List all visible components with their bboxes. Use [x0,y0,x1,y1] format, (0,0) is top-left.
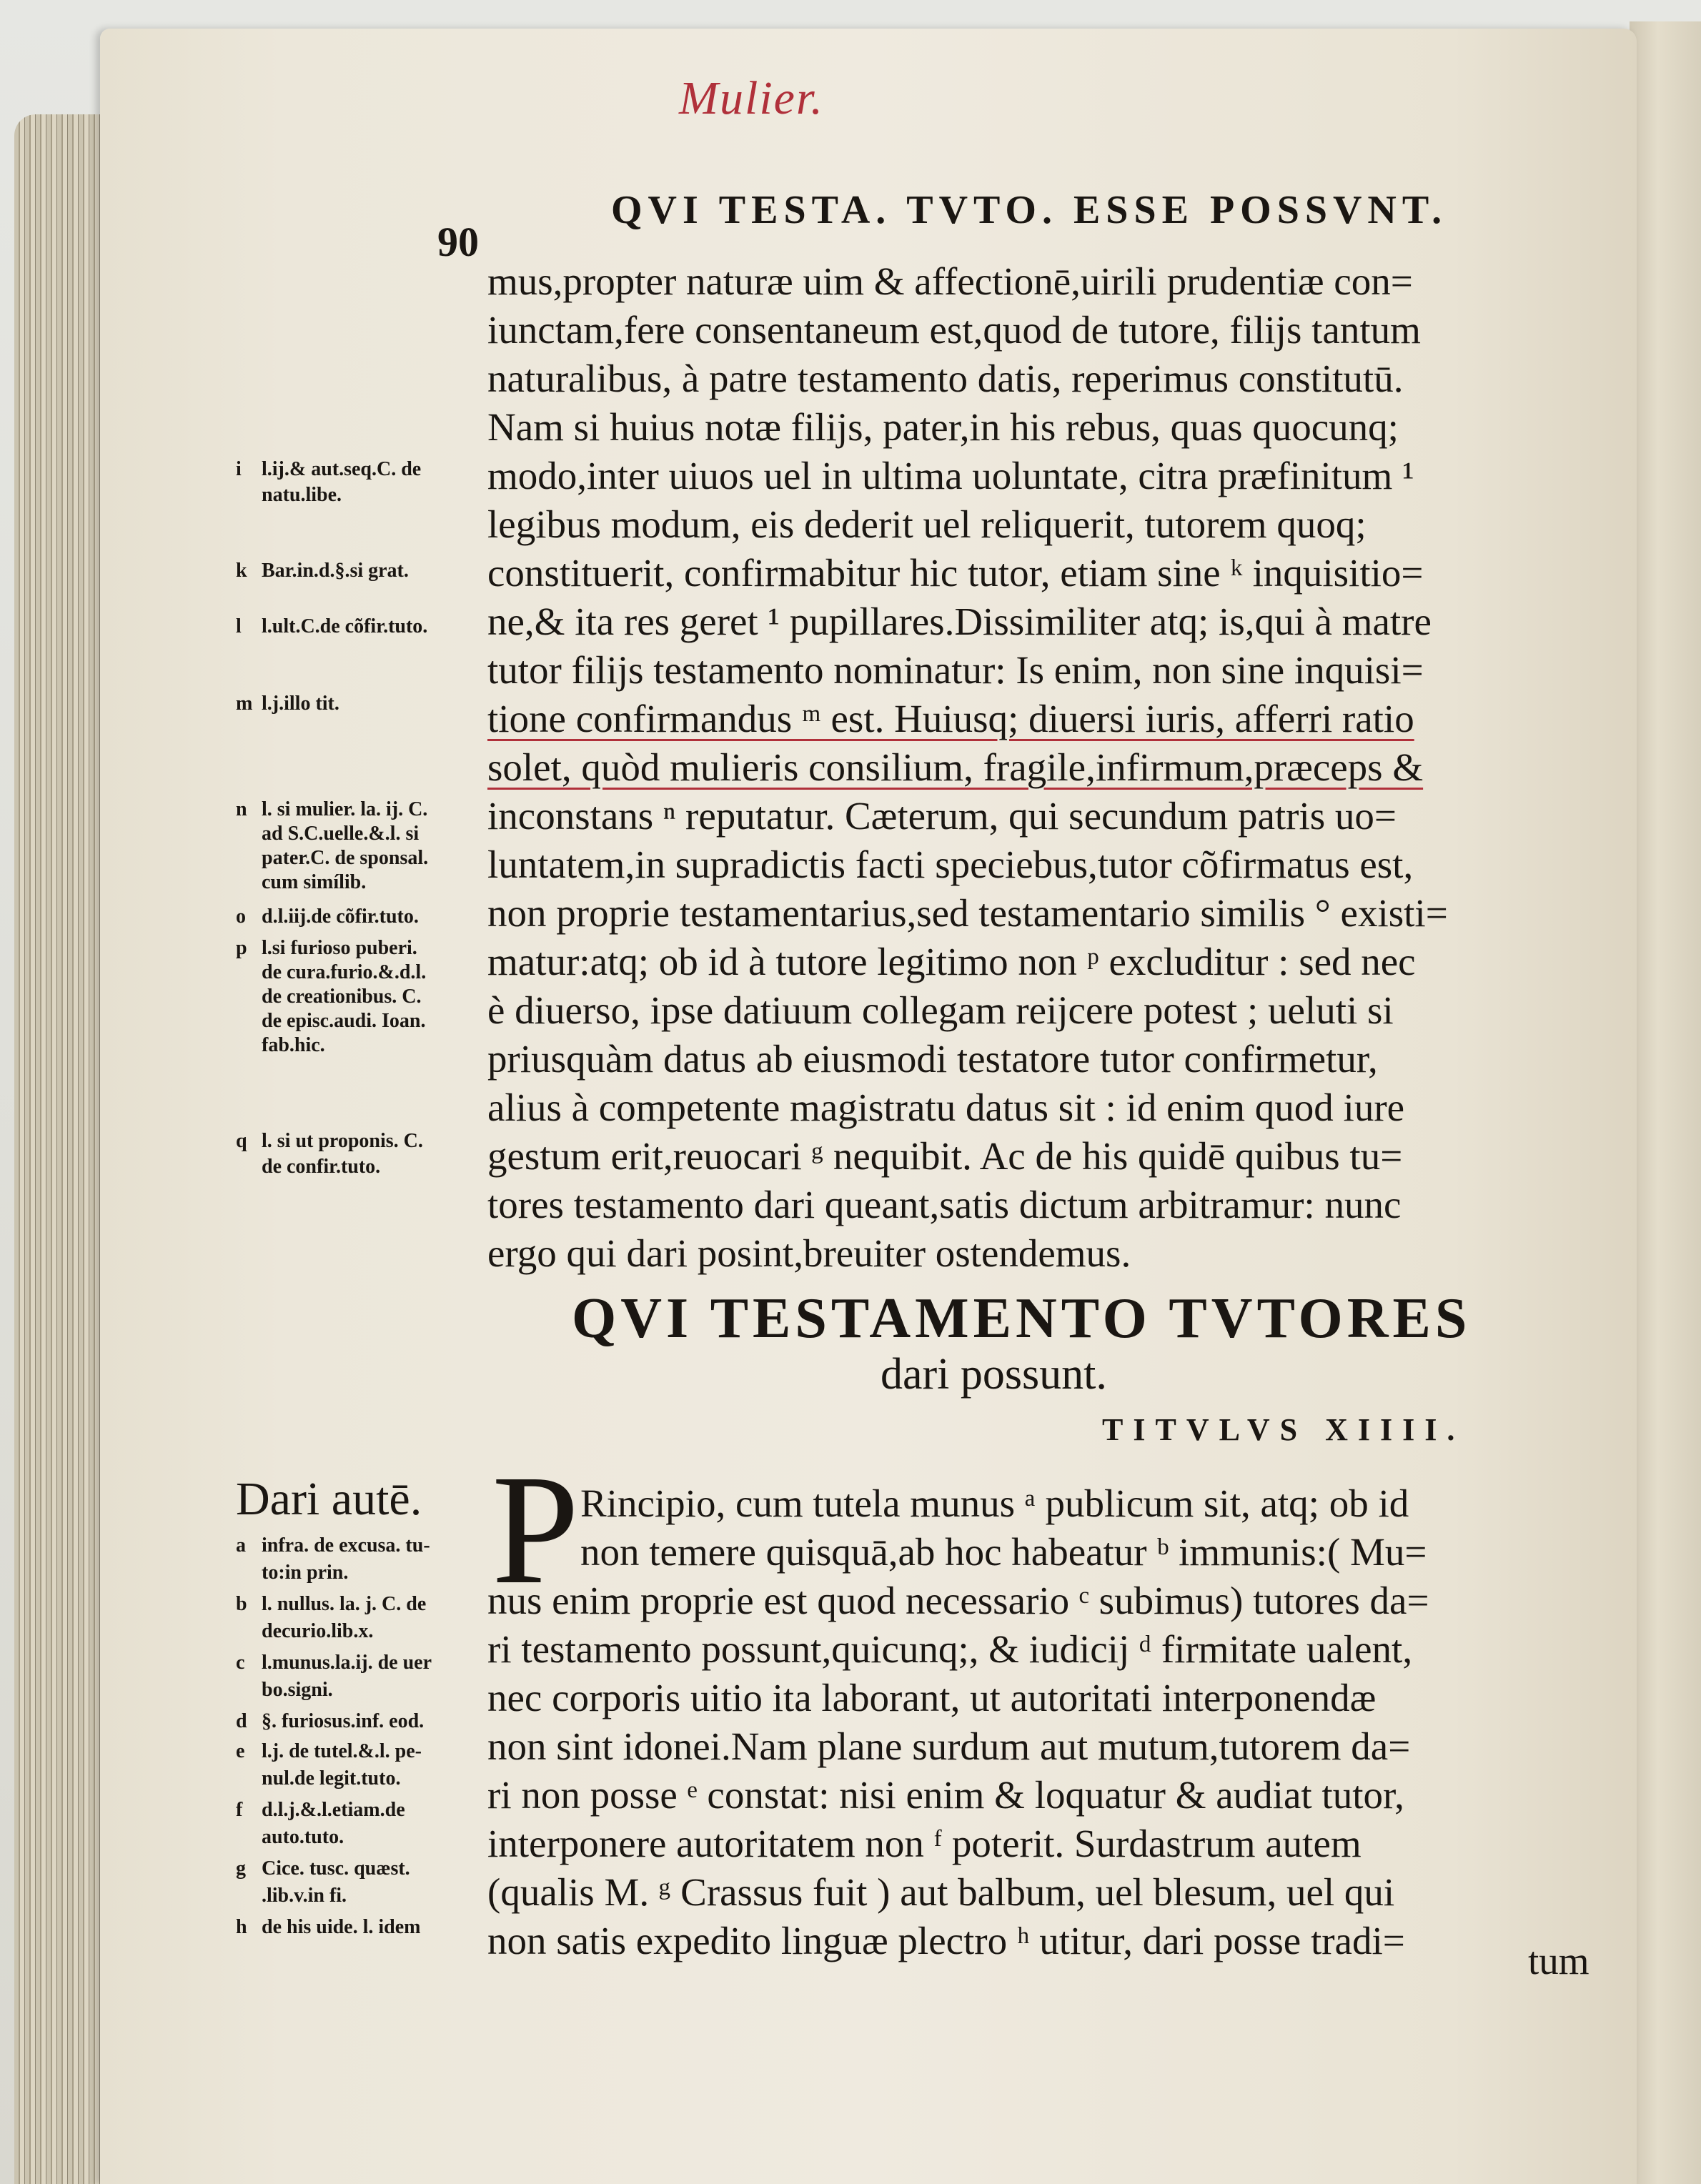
body-line: iunctam,fere consentaneum est,quod de tutore, filijs tantum [487,308,1421,352]
margin-note: i l.ij.& aut.seq.C. de [236,458,422,480]
margin-note: d §. furiosus.inf. eod. [236,1710,425,1732]
margin-note: bo.signi. [262,1679,333,1701]
body-line: modo,inter uiuos uel in ultima uoluntate, citra præfinitum ¹ [487,454,1414,497]
margin-note: natu.libe. [262,484,342,506]
margin-note: de cura.furio.&.d.l. [262,961,427,983]
body-line: Nam si huius notæ filijs, pater,in his rebus, quas quocunq; [487,405,1399,449]
handwritten-annotation: Mulier. [679,72,824,124]
margin-note: b l. nullus. la. j. C. de [236,1593,427,1615]
margin-note: nul.de legit.tuto. [262,1767,401,1790]
body-line: constituerit, confirmabitur hic tutor, etiam sine ᵏ inquisitio= [487,551,1424,595]
body-line: ergo qui dari posint,breuiter ostendemus. [487,1231,1131,1275]
body-line: non sint idonei.Nam plane surdum aut mutum,tutorem da= [487,1724,1411,1768]
body-text-top [487,257,1574,1278]
margin-note: n l. si mulier. la. ij. C. [236,798,428,820]
body-line: gestum erit,reuocari ᵍ nequibit. Ac de his quidē quibus tu= [487,1134,1403,1178]
body-line: interponere autoritatem non ᶠ poterit. Surdastrum autem [487,1822,1362,1865]
margin-note: o d.l.iij.de cõfir.tuto. [236,905,419,928]
section-heading-line2: dari possunt. [881,1350,1107,1399]
body-line: nec corporis uitio ita laborant, ut autoritati interponendæ [487,1676,1377,1719]
body-line: tores testamento dari queant,satis dictum arbitramur: nunc [487,1183,1402,1226]
body-line: inconstans ⁿ reputatur. Cæterum, qui secundum patris uo= [487,794,1397,838]
margin-note: k Bar.in.d.§.si grat. [236,560,409,582]
titulus-label: TITVLVS XIIII. [1102,1412,1465,1447]
body-line: (qualis M. ᵍ Crassus fuit ) aut balbum, uel blesum, uel qui [487,1870,1395,1914]
body-line-underlined: tione confirmandus ᵐ est. Huiusq; diuersi iuris, afferri ratio [487,697,1414,740]
body-line: non proprie testamentarius,sed testamentario similis ° existi= [487,891,1448,935]
margin-note: to:in prin. [262,1562,349,1584]
body-line: ri testamento possunt,quicunq;, & iudicij ᵈ firmitate ualent, [487,1627,1413,1671]
catchword: tum [1528,1939,1590,1982]
body-line: matur:atq; ob id à tutore legitimo non ᵖ excluditur : sed nec [487,940,1416,983]
drop-cap: P [492,1442,580,1617]
body-line: non temere quisquā,ab hoc habeatur ᵇ immunis:( Mu= [580,1530,1427,1574]
body-line-underlined: solet, quòd mulieris consilium, fragile,infirmum,præceps & [487,745,1424,789]
body-line: priusquàm datus ab eiusmodi testatore tutor confirmetur, [487,1037,1378,1081]
body-line: non satis expedito linguæ plectro ʰ utitur, dari posse tradi= [487,1919,1405,1962]
margin-note: de episc.audi. Ioan. [262,1010,426,1032]
margin-note: c l.munus.la.ij. de uer [236,1652,432,1674]
body-line: è diuerso, ipse datiuum collegam reijcere potest ; ueluti si [487,988,1394,1032]
facing-page-edge [1630,21,1701,2184]
margin-note: p l.si furioso puberi. [236,937,417,959]
body-line: tutor filijs testamento nominatur: Is enim, non sine inquisi= [487,648,1424,692]
margin-note: de confir.tuto. [262,1156,381,1178]
running-head: QVI TESTA. TVTO. ESSE POSSVNT. [611,188,1448,232]
body-line: naturalibus, à patre testamento datis, reperimus constitutū. [487,357,1404,400]
margin-note: fab.hic. [262,1034,325,1056]
margin-note: f d.l.j.&.l.etiam.de [236,1799,405,1821]
body-line: mus,propter naturæ uim & affectionē,uirili prudentiæ con= [487,259,1413,303]
margin-note: q l. si ut proponis. C. [236,1130,423,1152]
margin-note: ad S.C.uelle.&.l. si [262,823,420,845]
margin-note: .lib.v.in fi. [262,1885,347,1907]
body-line: ne,& ita res geret ¹ pupillares.Dissimiliter atq; is,qui à matre [487,600,1432,643]
margin-note: g Cice. tusc. quæst. [236,1857,410,1880]
margin-note: e l.j. de tutel.&.l. pe- [236,1740,422,1762]
section-heading: QVI TESTAMENTO TVTORES [572,1287,1472,1350]
margin-note: h de his uide. l. idem [236,1916,421,1938]
body-line: legibus modum, eis dederit uel reliquerit, tutorem quoq; [487,502,1367,546]
margin-note: cum simílib. [262,871,367,893]
page-number: 90 [437,219,479,265]
margin-note: pater.C. de sponsal. [262,847,429,869]
body-text-bottom [487,1479,1574,1965]
margin-note: a infra. de excusa. tu- [236,1534,430,1557]
body-line: alius à competente magistratu datus sit : id enim quod iure [487,1086,1405,1129]
body-line: luntatem,in supradictis facti speciebus,tutor cõfirmatus est, [487,843,1414,886]
margin-note: auto.tuto. [262,1826,344,1848]
margin-note: l l.ult.C.de cõfir.tuto. [236,615,428,637]
margin-note: m l.j.illo tit. [236,693,339,715]
side-heading: Dari autē. [236,1473,422,1525]
body-line: ri non posse ᵉ constat: nisi enim & loquatur & audiat tutor, [487,1773,1404,1817]
margin-note: decurio.lib.x. [262,1620,374,1642]
body-line: Rincipio, cum tutela munus ᵃ publicum sit, atq; ob id [580,1481,1409,1525]
body-line: nus enim proprie est quod necessario ᶜ subimus) tutores da= [487,1579,1429,1622]
margin-note: de creationibus. C. [262,986,422,1008]
